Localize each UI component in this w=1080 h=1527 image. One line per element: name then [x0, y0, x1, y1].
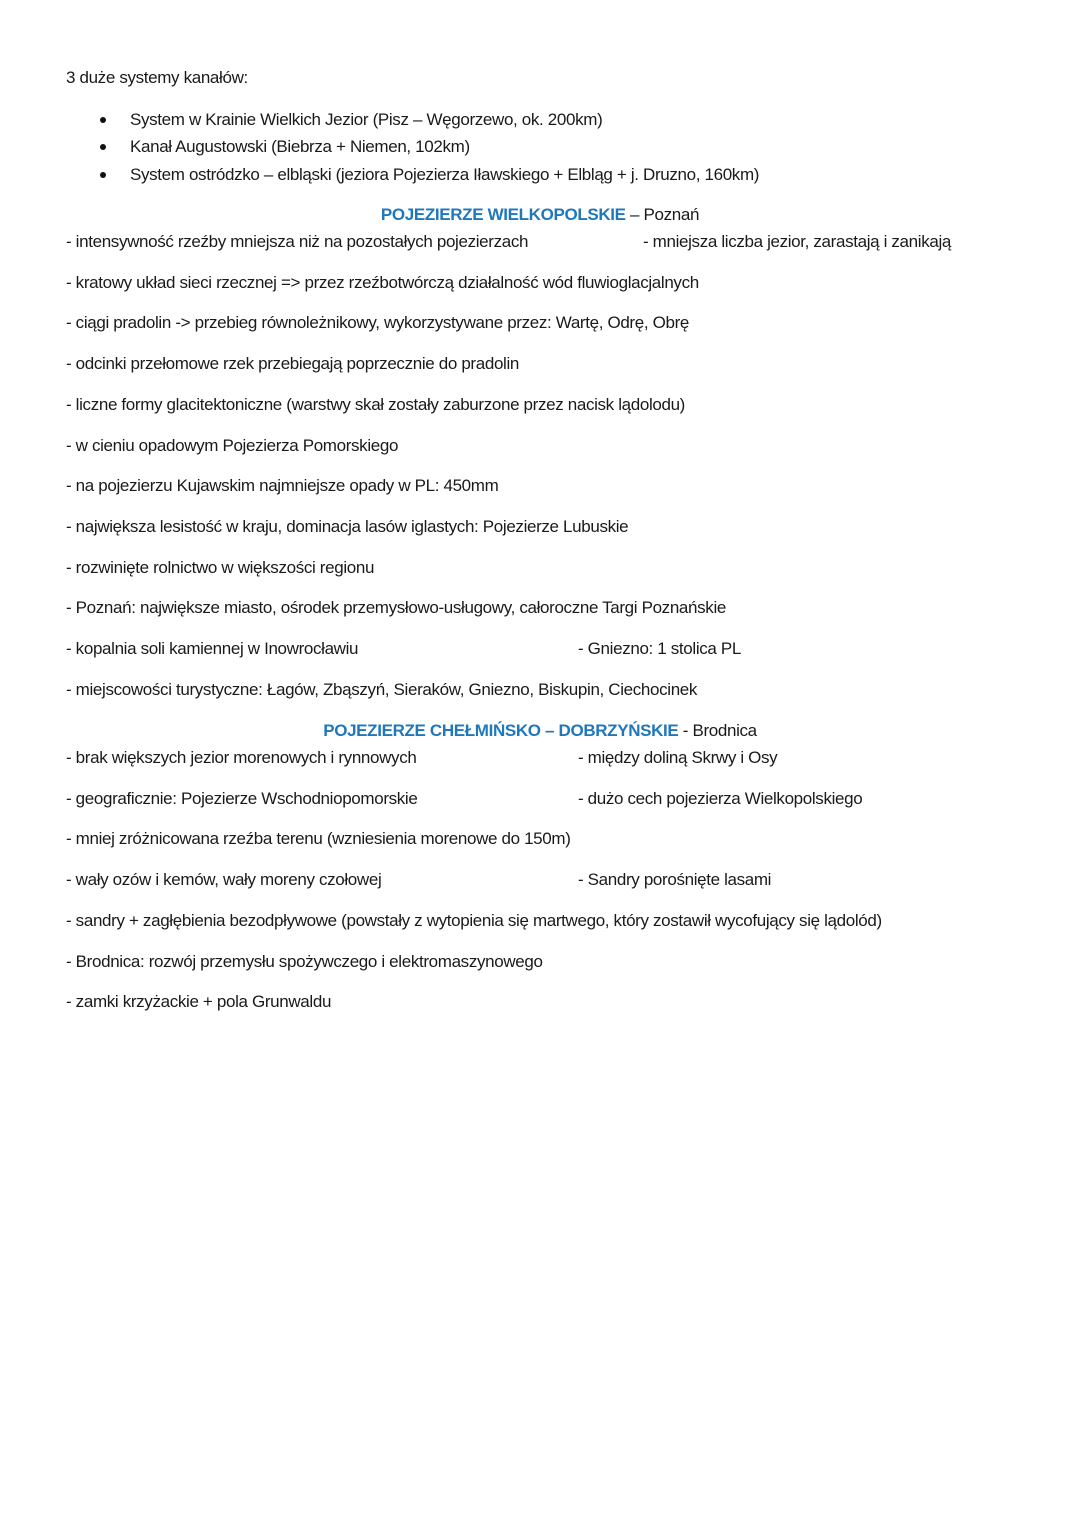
- note-line: - odcinki przełomowe rzek przebiegają poprzecznie do pradolin: [66, 354, 520, 374]
- list-item: System w Krainie Wielkich Jezior (Pisz – Węgorzewo, ok. 200km): [130, 110, 603, 129]
- note-line: - kopalnia soli kamiennej w Inowrocławiu: [66, 639, 359, 658]
- note-line-right: - Sandry porośnięte lasami: [578, 870, 772, 890]
- section-heading-chelminsko: [0, 720, 1080, 742]
- bullet-icon: [100, 144, 106, 150]
- note-line: - mniej zróżnicowana rzeźba terenu (wzniesienia morenowe do 150m): [66, 829, 571, 849]
- note-line: - Brodnica: rozwój przemysłu spożywczego i elektromaszynowego: [66, 951, 543, 971]
- note-line: - rozwinięte rolnictwo w większości regionu: [66, 557, 375, 577]
- note-line: - miejscowości turystyczne: Łagów, Zbąszyń, Sieraków, Gniezno, Biskupin, Ciechocinek: [66, 679, 698, 699]
- section-heading-wielkopolskie: [0, 204, 1080, 226]
- note-line: - brak większych jezior morenowych i rynnowych: [66, 748, 417, 767]
- note-line: - największa lesistość w kraju, dominacja lasów iglastych: Pojezierze Lubuskie: [66, 516, 629, 536]
- note-line-right: - mniejsza liczba jezior, zarastają i zanikają: [643, 232, 951, 251]
- note-line: - intensywność rzeźby mniejsza niż na pozostałych pojezierzach: [66, 232, 529, 251]
- section-subtitle: – Poznań: [625, 205, 700, 224]
- section-title: POJEZIERZE CHEŁMIŃSKO – DOBRZYŃSKIE: [323, 721, 679, 740]
- note-line-right: - Gniezno: 1 stolica PL: [578, 639, 741, 658]
- note-line: - kratowy układ sieci rzecznej => przez rzeźbotwórczą działalność wód fluwioglacjalnych: [66, 272, 699, 292]
- note-line: - zamki krzyżackie + pola Grunwaldu: [66, 992, 332, 1012]
- note-line-right: - między doliną Skrwy i Osy: [578, 748, 778, 767]
- note-line: - wały ozów i kemów, wały moreny czołowej: [66, 870, 382, 890]
- list-item: Kanał Augustowski (Biebrza + Niemen, 102km): [130, 137, 470, 156]
- bullet-icon: [100, 172, 106, 178]
- note-line: - na pojezierzu Kujawskim najmniejsze opady w PL: 450mm: [66, 476, 499, 496]
- note-line: - w cieniu opadowym Pojezierza Pomorskiego: [66, 435, 399, 455]
- note-line: - sandry + zagłębienia bezodpływowe (powstały z wytopienia się martwego, który zostawił wycofujący się lądolód): [66, 910, 882, 930]
- note-line: - ciągi pradolin -> przebieg równoleżnikowy, wykorzystywane przez: Wartę, Odrę, Obrę: [66, 313, 689, 333]
- note-line: - liczne formy glacitektoniczne (warstwy skał zostały zaburzone przez nacisk lądolodu): [66, 394, 685, 414]
- section-subtitle: - Brodnica: [678, 721, 757, 740]
- bullet-icon: [100, 117, 106, 123]
- note-line-right: - dużo cech pojezierza Wielkopolskiego: [578, 788, 863, 808]
- note-line: - geograficznie: Pojezierze Wschodniopomorskie: [66, 788, 418, 808]
- list-item: System ostródzko – elbląski (jeziora Pojezierza Iławskiego + Elbląg + j. Druzno, 160km): [130, 165, 760, 184]
- note-line: - Poznań: największe miasto, ośrodek przemysłowo-usługowy, całoroczne Targi Poznańskie: [66, 598, 726, 618]
- section-title: POJEZIERZE WIELKOPOLSKIE: [380, 205, 626, 224]
- intro-text: 3 duże systemy kanałów:: [66, 68, 248, 87]
